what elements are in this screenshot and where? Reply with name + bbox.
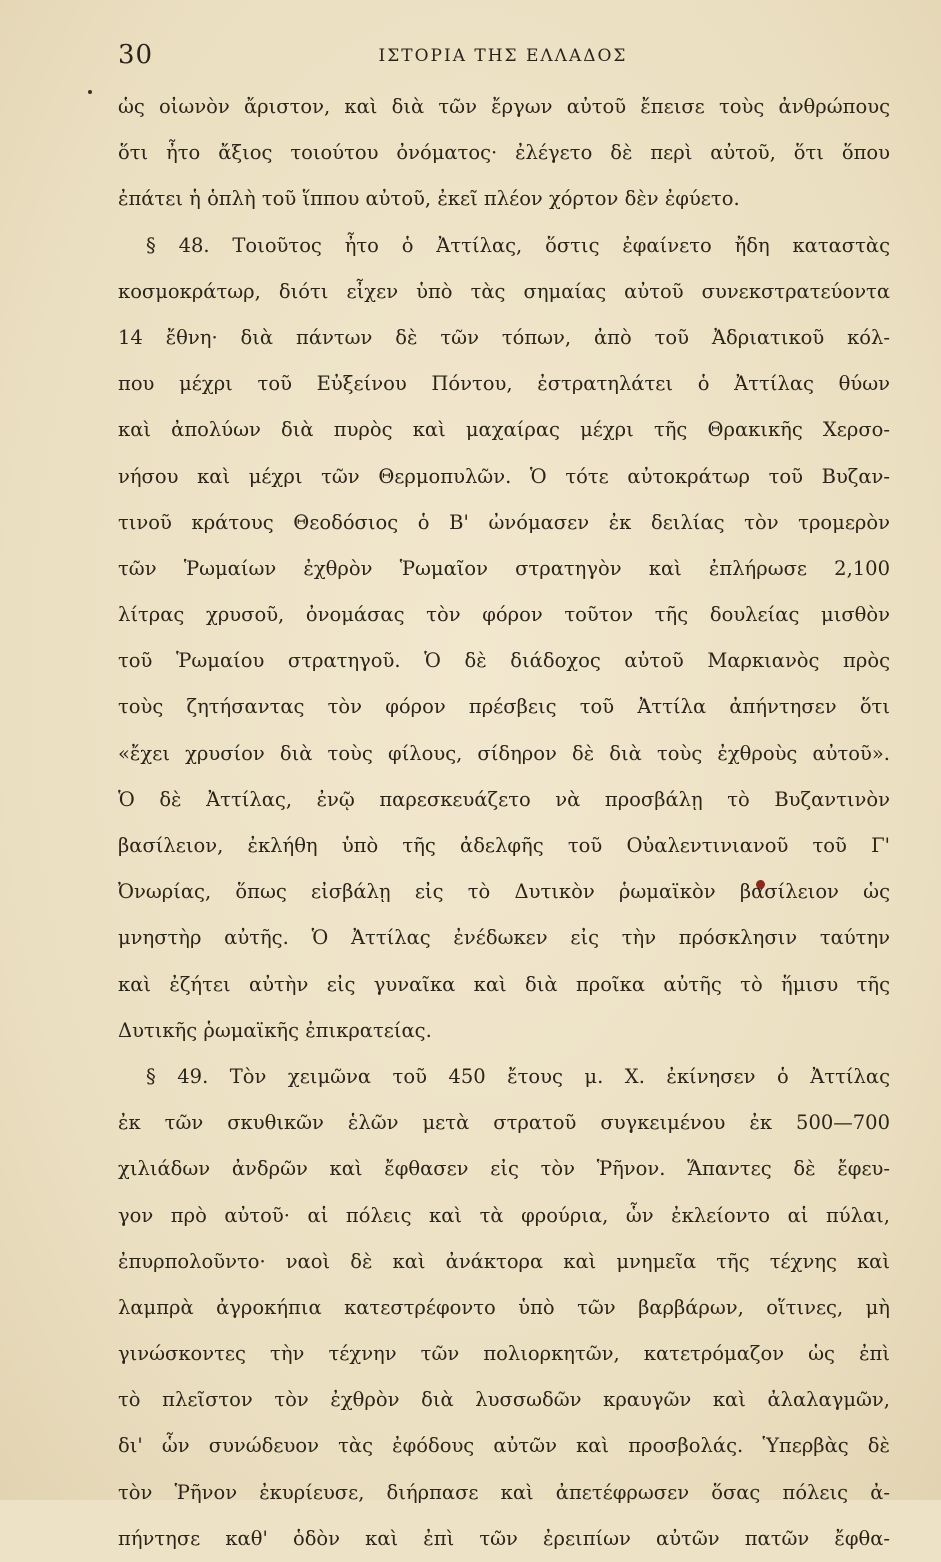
text-line: ὡς οἰωνὸν ἄριστον, καὶ διὰ τῶν ἔργων αὐτοῦ ἔπεισε τοὺς ἀνθρώπους	[118, 95, 890, 118]
text-line: Ὀνωρίας, ὅπως εἰσβάλῃ εἰς τὸ Δυτικὸν ῥωμαϊκὸν βασίλειον ὡς	[118, 880, 890, 904]
text-line: τοὺς ζητήσαντας τὸν φόρον πρέσβεις τοῦ Ἀττίλα ἀπήντησεν ὅτι	[118, 695, 890, 719]
text-line: τὸν Ῥῆνον ἐκυρίευσε, διήρπασε καὶ ἀπετέφρωσεν ὅσας πόλεις ἀ-	[118, 1480, 890, 1504]
text-line: καὶ ἀπολύων διὰ πυρὸς καὶ μαχαίρας μέχρι τῆς Θρακικῆς Χερσο-	[118, 418, 890, 442]
section-heading-line-49: § 49. Τὸν χειμῶνα τοῦ 450 ἔτους μ. Χ. ἐκίνησεν ὁ Ἀττίλας	[146, 1064, 890, 1088]
text-line: τὸ πλεῖστον τὸν ἐχθρὸν διὰ λυσσωδῶν κραυγῶν καὶ ἀλαλαγμῶν,	[118, 1388, 890, 1412]
text-line: πήντησε καθ' ὁδὸν καὶ ἐπὶ τῶν ἐρειπίων αὐτῶν πατῶν ἔφθα-	[118, 1526, 890, 1550]
text-line: βασίλειον, ἐκλήθη ὑπὸ τῆς ἀδελφῆς τοῦ Οὐαλεντινιανοῦ τοῦ Γ'	[118, 834, 890, 857]
running-title: ΙΣΤΟΡΙΑ ΤΗΣ ΕΛΛΑΔΟΣ	[378, 46, 628, 66]
margin-mark	[88, 90, 92, 94]
text-line: λαμπρὰ ἀγροκήπια κατεστρέφοντο ὑπὸ τῶν βαρβάρων, οἵτινες, μὴ	[118, 1295, 890, 1319]
text-line: τῶν Ῥωμαίων ἐχθρὸν Ῥωμαῖον στρατηγὸν καὶ ἐπλήρωσε 2,100	[118, 556, 890, 580]
page-header	[118, 40, 888, 80]
text-line: ἐκ τῶν σκυθικῶν ἑλῶν μετὰ στρατοῦ συγκειμένου ἐκ 500—700	[118, 1111, 890, 1135]
text-line: λίτρας χρυσοῦ, ὀνομάσας τὸν φόρον τοῦτον τῆς δουλείας μισθὸν	[118, 603, 890, 627]
text-line: νήσου καὶ μέχρι τῶν Θερμοπυλῶν. Ὁ τότε αὐτοκράτωρ τοῦ Βυζαν-	[118, 464, 890, 488]
text-line: μνηστὴρ αὐτῆς. Ὁ Ἀττίλας ἐνέδωκεν εἰς τὴν πρόσκλησιν ταύτην	[118, 926, 890, 950]
text-line: κοσμοκράτωρ, διότι εἶχεν ὑπὸ τὰς σημαίας αὐτοῦ συνεκστρατεύοντα	[118, 279, 890, 303]
text-line: ὅτι ἦτο ἄξιος τοιούτου ὀνόματος· ἐλέγετο δὲ περὶ αὐτοῦ, ὅτι ὅπου	[118, 141, 890, 165]
text-line: χιλιάδων ἀνδρῶν καὶ ἔφθασεν εἰς τὸν Ῥῆνον. Ἅπαντες δὲ ἔφευ-	[118, 1157, 890, 1181]
text-line: τινοῦ κράτους Θεοδόσιος ὁ Β' ὠνόμασεν ἐκ δειλίας τὸν τρομερὸν	[118, 510, 890, 534]
text-line: γον πρὸ αὐτοῦ· αἱ πόλεις καὶ τὰ φρούρια, ὧν ἐκλείοντο αἱ πύλαι,	[118, 1203, 890, 1227]
text-line: Δυτικῆς ῥωμαϊκῆς ἐπικρατείας.	[118, 1018, 432, 1042]
text-line: τοῦ Ῥωμαίου στρατηγοῦ. Ὁ δὲ διάδοχος αὐτοῦ Μαρκιανὸς πρὸς	[118, 649, 890, 673]
text-line: γινώσκοντες τὴν τέχνην τῶν πολιορκητῶν, κατετρόμαζον ὡς ἐπὶ	[118, 1342, 890, 1366]
section-heading-line-48: § 48. Τοιοῦτος ἦτο ὁ Ἀττίλας, ὅστις ἐφαίνετο ἤδη καταστὰς	[146, 233, 890, 257]
body-text	[118, 84, 890, 1562]
text-line: Ὁ δὲ Ἀττίλας, ἐνῷ παρεσκευάζετο νὰ προσβάλῃ τὸ Βυζαντινὸν	[118, 787, 890, 811]
text-line: καὶ ἐζήτει αὐτὴν εἰς γυναῖκα καὶ διὰ προῖκα αὐτῆς τὸ ἥμισυ τῆς	[118, 972, 890, 996]
text-line: 14 ἔθνη· διὰ πάντων δὲ τῶν τόπων, ἀπὸ τοῦ Ἀδριατικοῦ κόλ-	[118, 325, 890, 349]
text-line: ἐπάτει ἡ ὁπλὴ τοῦ ἵππου αὐτοῦ, ἐκεῖ πλέον χόρτον δὲν ἐφύετο.	[118, 187, 740, 211]
text-line: δι' ὧν συνώδευον τὰς ἐφόδους αὐτῶν καὶ προσβολάς. Ὑπερβὰς δὲ	[118, 1434, 890, 1458]
page-number: 30	[118, 40, 154, 70]
text-line: ἐπυρπολοῦντο· ναοὶ δὲ καὶ ἀνάκτορα καὶ μνημεῖα τῆς τέχνης καὶ	[118, 1249, 890, 1273]
text-line: «ἔχει χρυσίον διὰ τοὺς φίλους, σίδηρον δὲ διὰ τοὺς ἐχθροὺς αὐτοῦ».	[118, 741, 890, 765]
text-line: που μέχρι τοῦ Εὐξείνου Πόντου, ἐστρατηλάτει ὁ Ἀττίλας θύων	[118, 372, 890, 396]
